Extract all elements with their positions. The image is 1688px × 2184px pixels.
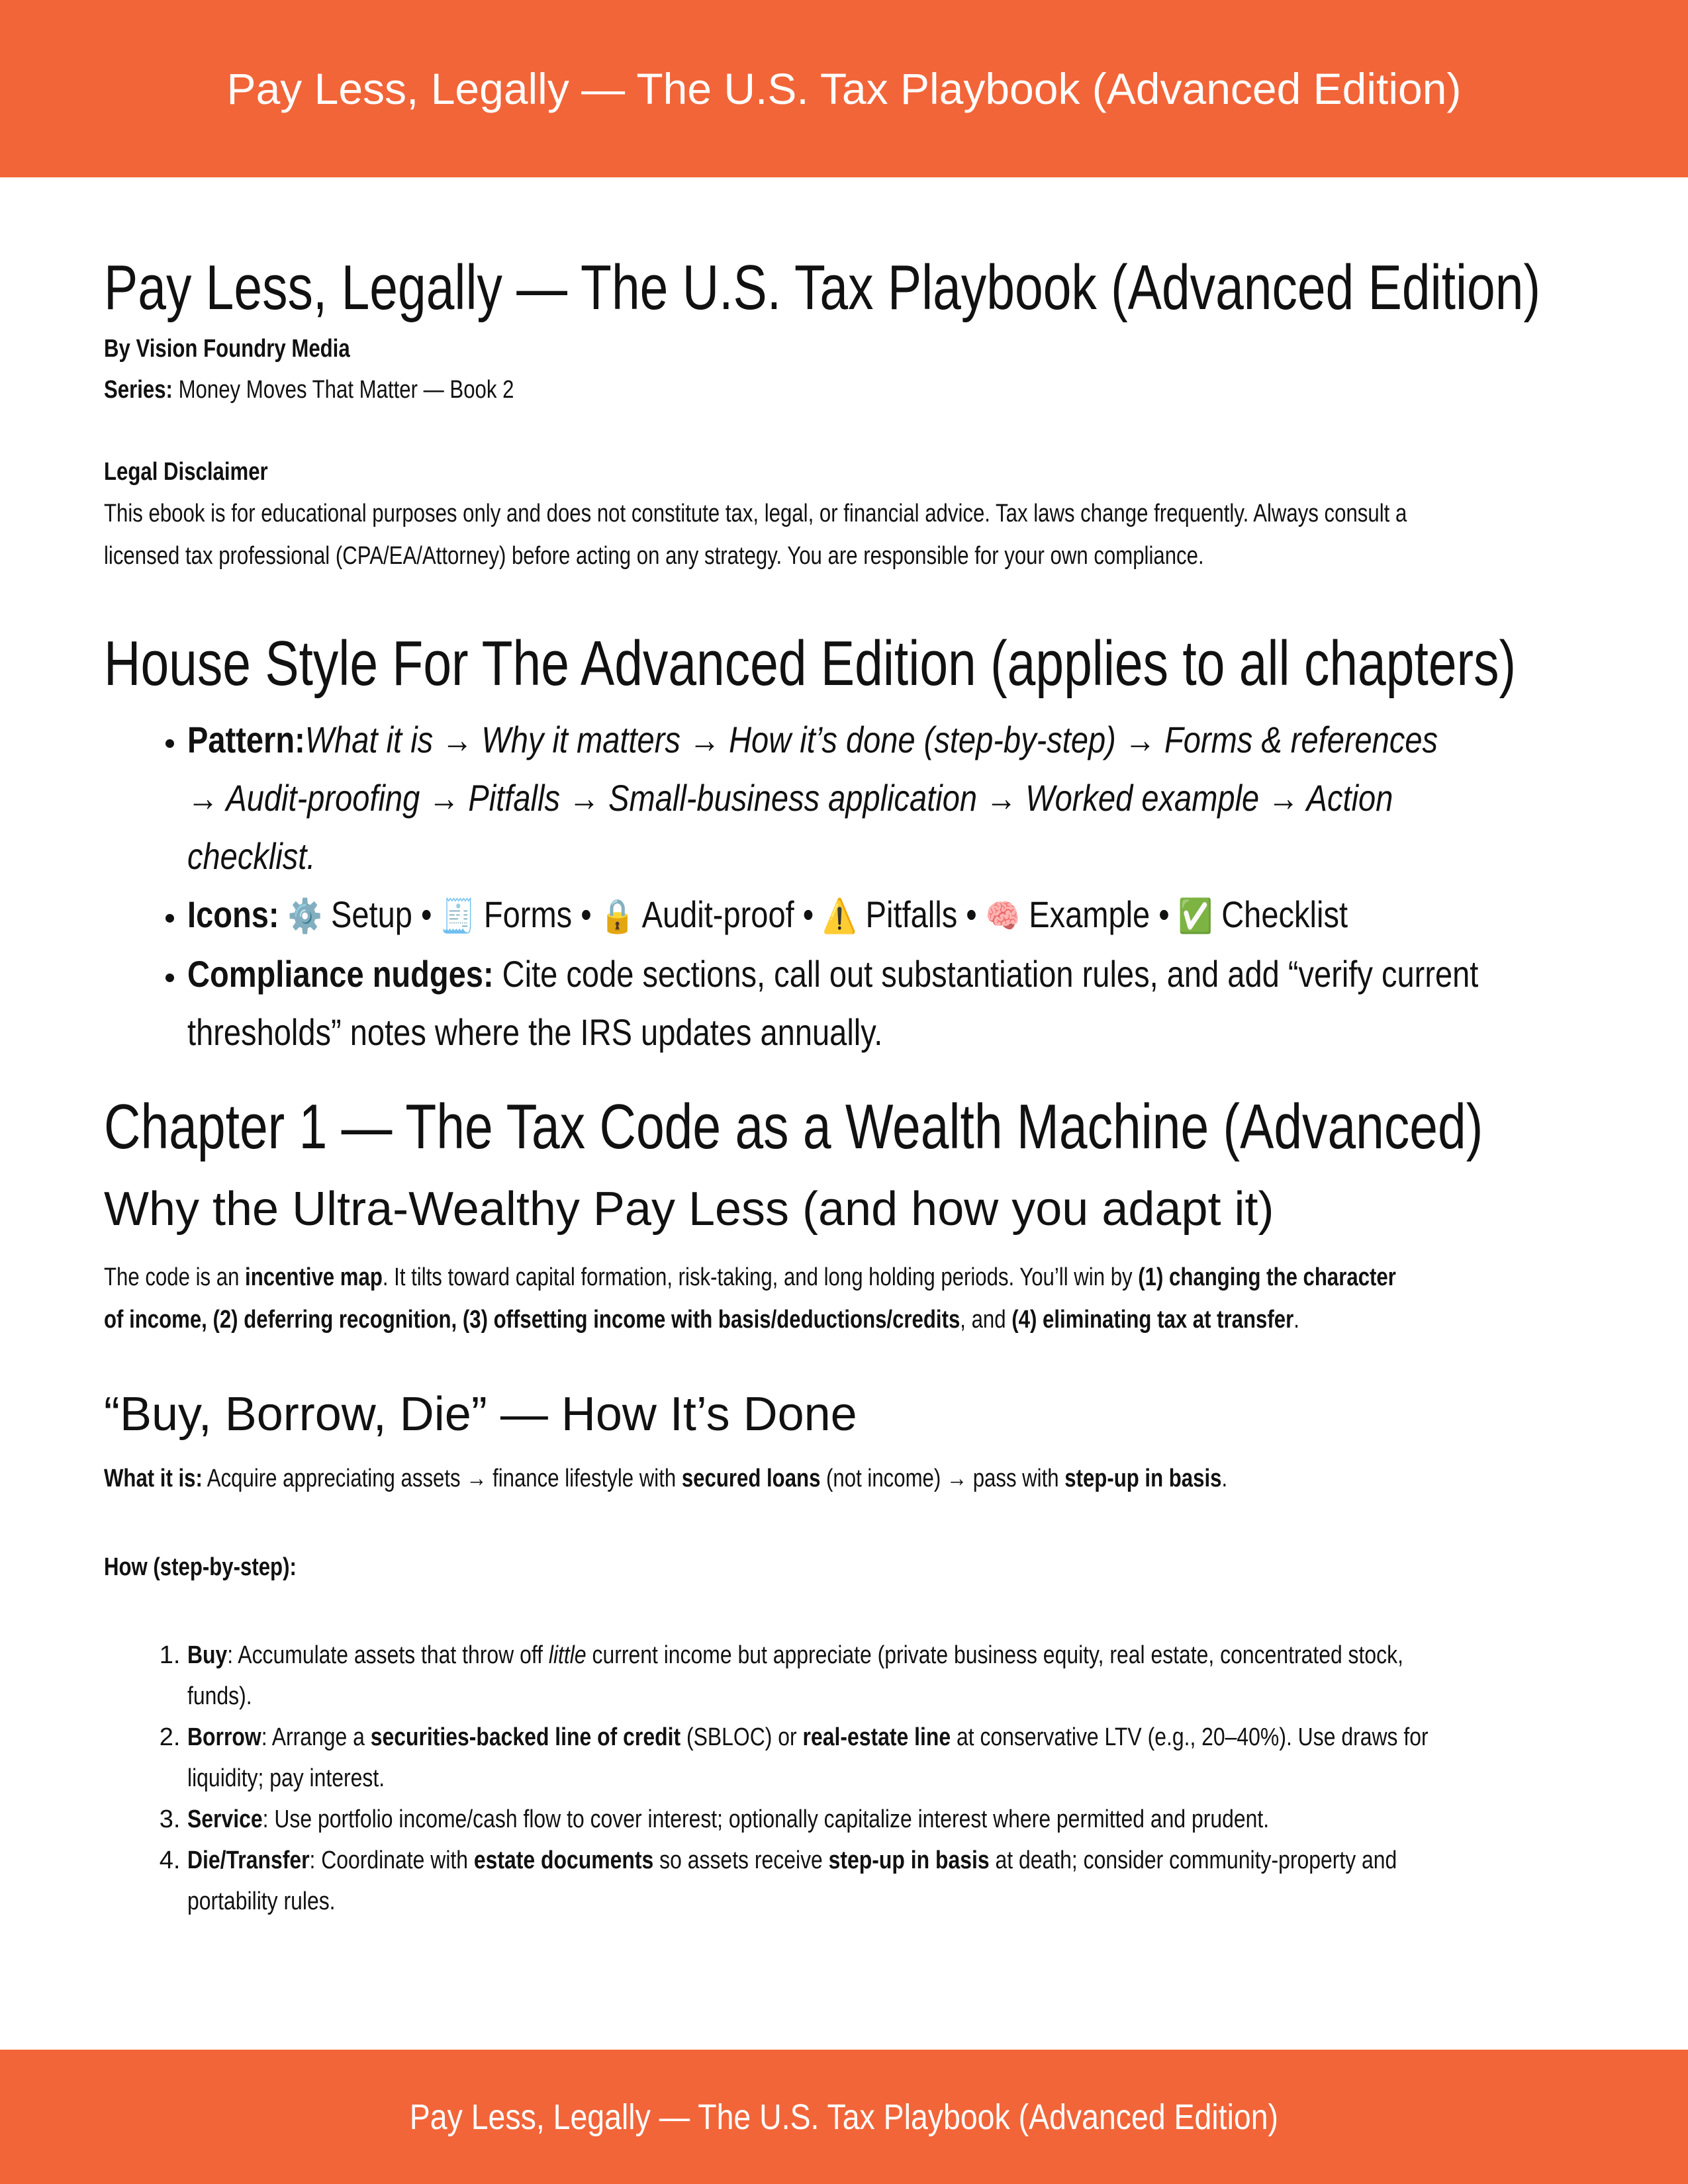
list-item: 3. Service: Use portfolio income/cash flow to cover interest; optionally capitalize interest where permitted and prudent.	[187, 1799, 1587, 1840]
header-title: Pay Less, Legally — The U.S. Tax Playbook (Advanced Edition)	[226, 64, 1462, 113]
list-item: 2. Borrow: Arrange a securities-backed line of credit (SBLOC) or real-estate line at conservative LTV (e.g., 20–40%). Use draws for liquidity; pay interest.	[187, 1717, 1587, 1799]
disclaimer-heading: Legal Disclaimer	[104, 458, 268, 486]
chapter-heading: Chapter 1 — The Tax Code as a Wealth Machine (Advanced)	[104, 1091, 1483, 1162]
house-style-heading: House Style For The Advanced Edition (applies to all chapters)	[104, 628, 1517, 700]
warning-icon: ⚠️	[822, 896, 857, 935]
steps-list	[104, 1635, 1587, 1922]
series-label: Series:	[104, 376, 173, 404]
how-heading: How (step-by-step):	[104, 1553, 297, 1582]
book-meta	[104, 328, 1587, 410]
pattern-label: Pattern:	[187, 718, 305, 760]
what-it-is: What it is: Acquire appreciating assets → finance lifestyle with secured loans (not income) → pass with step-up in basis.	[104, 1465, 1228, 1493]
byline: By Vision Foundry Media	[104, 335, 350, 363]
icons-legend: • Icons: ⚙️ Setup • 🧾 Forms • 🔒 Audit-proof • ⚠️ Pitfalls • 🧠 Example • ✅ Checklist	[187, 893, 1348, 935]
list-item: 4. Die/Transfer: Coordinate with estate documents so assets receive step-up in basis at death; consider community-property and portability rules.	[187, 1840, 1587, 1922]
footer-title: Pay Less, Legally — The U.S. Tax Playbook (Advanced Edition)	[409, 2097, 1279, 2137]
page-footer-band	[0, 2050, 1688, 2184]
list-item	[187, 886, 1587, 945]
receipt-icon: 🧾	[440, 896, 475, 935]
check-icon: ✅	[1178, 896, 1213, 935]
lock-icon: 🔒	[600, 896, 635, 935]
disclaimer-text: This ebook is for educational purposes only and does not constitute tax, legal, or financial advice. Tax laws change frequently. Always consult a licensed tax professional (CPA/EA/Attorney) before acting on any strategy. You are responsible for your own compliance.	[104, 500, 1407, 570]
page-content	[104, 251, 1587, 1922]
list-item: • Compliance nudges: Cite code sections, call out substantiation rules, and add “verify current thresholds” notes where the IRS updates annually.	[187, 945, 1587, 1062]
series-value: Money Moves That Matter — Book 2	[172, 376, 514, 404]
brain-icon: 🧠	[985, 896, 1021, 935]
section-heading-bbd: “Buy, Borrow, Die” — How It’s Done	[104, 1387, 857, 1441]
icons-label: Icons:	[187, 893, 279, 935]
chapter-intro: The code is an incentive map. It tilts toward capital formation, risk-taking, and long holding periods. You’ll win by (1) changing the character of income, (2) deferring recognition, (3) offsetting income with basis/deductions/credits, and (4) eliminating tax at transfer.	[104, 1263, 1396, 1334]
section-heading-why: Why the Ultra-Wealthy Pay Less (and how you adapt it)	[104, 1182, 1274, 1236]
house-style-list	[104, 711, 1587, 1062]
gear-icon: ⚙️	[287, 896, 322, 935]
list-item: 1. Buy: Accumulate assets that throw off little current income but appreciate (private business equity, real estate, concentrated stock, funds).	[187, 1635, 1587, 1717]
page-header-band	[0, 0, 1688, 177]
list-item: • Pattern:What it is → Why it matters → How it’s done (step-by-step) → Forms & references → Audit-proofing → Pitfalls → Small-business application → Worked example → Action checklist.	[187, 711, 1587, 886]
book-title: Pay Less, Legally — The U.S. Tax Playbook (Advanced Edition)	[104, 252, 1541, 323]
compliance-label: Compliance nudges:	[187, 952, 494, 995]
